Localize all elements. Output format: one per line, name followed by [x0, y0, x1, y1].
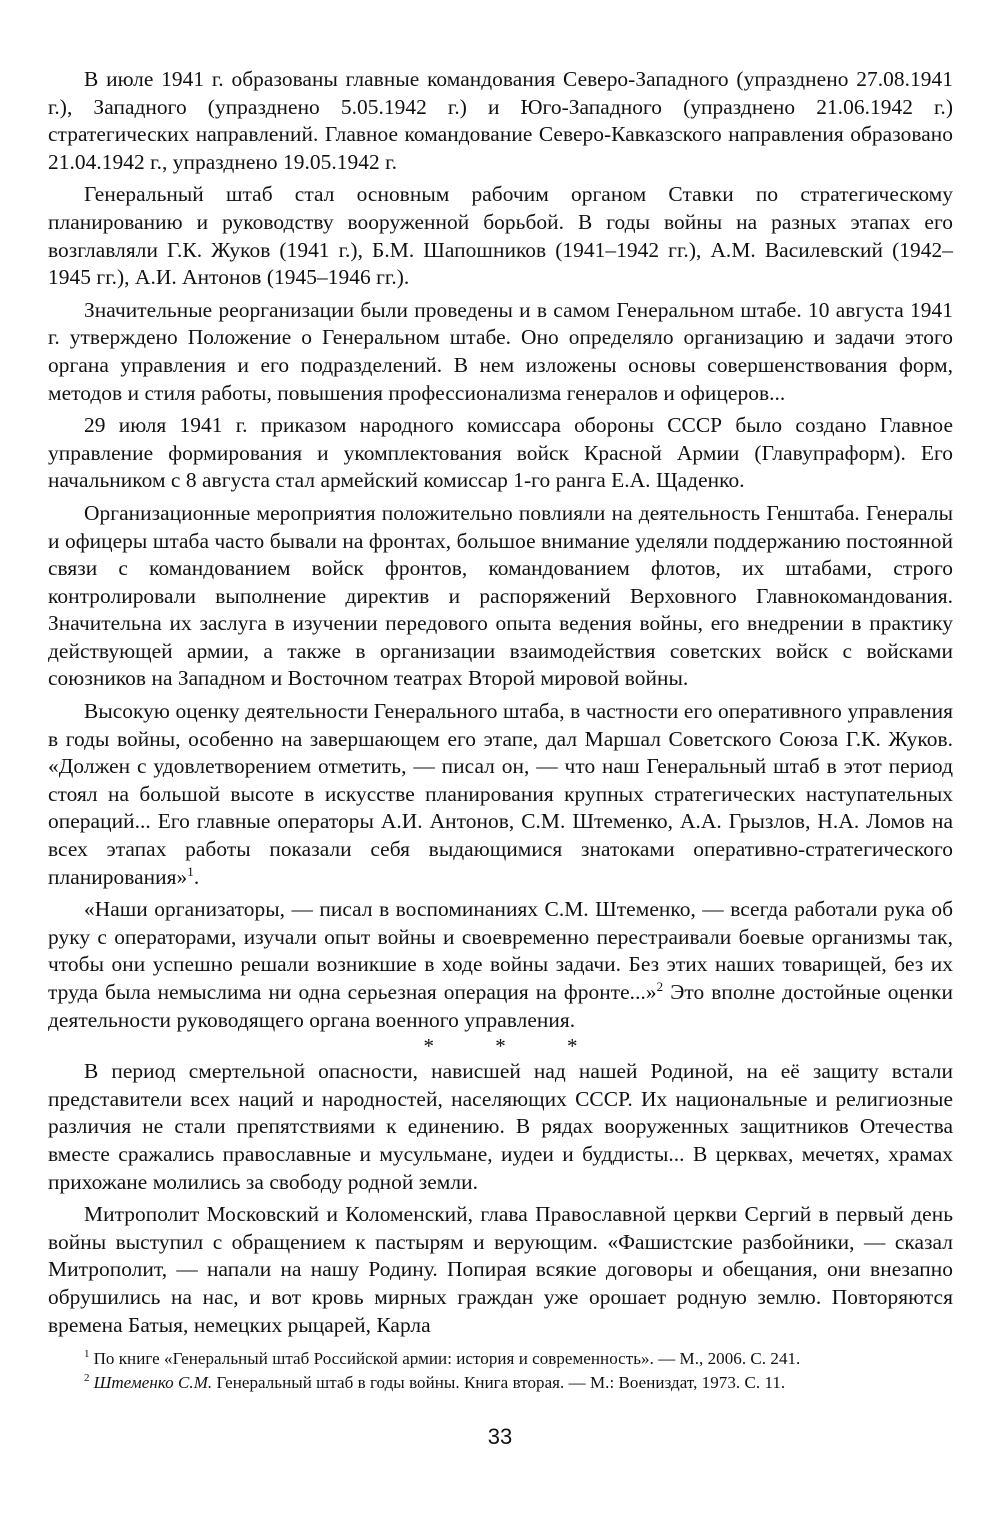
footnote-author: Штеменко С.М. — [93, 1373, 213, 1393]
paragraph-7-text: «Наши организаторы, — писал в воспоминаниях С.М. Штеменко, — всегда работали рука об руку с операторами, изучали опыт войны и своевременно перестраивали боевые организмы так, чтобы они успешно решали возникшие в ходе войны задачи. Без этих наших товарищей, без их труда была немыслима ни одна серьезная операция на фронте...» — [48, 897, 953, 1004]
footnote-ref-1[interactable]: 1 — [187, 863, 194, 879]
footnote-text: По книге «Генеральный штаб Российской армии: история и современность». — М., 2006. С. 241. — [93, 1349, 801, 1369]
paragraph-3: Значительные реорганизации были проведены и в самом Генеральном штабе. 10 августа 1941 г. утверждено Положение о Генеральном штабе. Оно определяло организацию и задачи этого органа управления и его подразделений. В нем изложены основы совершенствования форм, методов и стиля работы, повышения профессионализма генералов и офицеров... — [48, 297, 953, 405]
footnote-2 — [48, 1371, 953, 1395]
paragraph-6: Высокую оценку деятельности Генерального штаба, в частности его оперативного управления в годы войны, особенно на завершающем его этапе, дал Маршал Советского Союза Г.К. Жуков. «Должен с удовлетворением отметить, — писал он, — что наш Генеральный штаб в этот период стоял на большой высоте в искусстве планирования крупных стратегических наступательных операций... Его главные операторы А.И. Антонов, С.М. Штеменко, А.А. Грызлов, Н.А. Ломов на всех этапах работы показали себя выдающимися знатоками оперативно-стратегического планирования»$^1$. — [48, 699, 953, 889]
paragraph-7 — [48, 896, 953, 1034]
page-body — [48, 66, 953, 1395]
footnote-number: 1 — [84, 1348, 90, 1361]
paragraph-2: Генеральный штаб стал основным рабочим органом Ставки по стратегическому планированию и руководству вооруженной борьбой. В годы войны на разных этапах его возглавляли Г.К. Жуков (1941 г.), Б.М. Шапошников (1941–1942 гг.), А.М. Василевский (1942–1945 гг.), А.И. Антонов (1945–1946 гг.). — [48, 182, 953, 290]
footnote-ref-2[interactable]: 2 — [656, 978, 664, 994]
paragraph-1: В июле 1941 г. образованы главные командования Северо-Западного (упразднено 27.08.1941 г.), Западного (упразднено 5.05.1942 г.) и Юго-Западного (упразднено 21.06.1942 г.) стратегических направлений. Главное командование Северо-Кавказского направления образовано 21.04.1942 г., упразднено 19.05.1942 г. — [48, 67, 953, 174]
paragraph-9: Митрополит Московский и Коломенский, глава Православной церкви Сергий в первый день войны выступил с обращением к пастырям и верующим. «Фашистские разбойники, — сказал Митрополит, — напали на нашу Родину. Попирая всякие договоры и обещания, они внезапно обрушились на нас, и вот кровь мирных граждан уже орошает родную землю. Повторяются времена Батыя, немецких рыцарей, Карла — [48, 1202, 953, 1337]
paragraph-4: 29 июля 1941 г. приказом народного комиссара обороны СССР было создано Главное управление формирования и укомплектования войск Красной Армии (Главупраформ). Его начальником с 8 августа стал армейский комиссар 1-го ранга Е.А. Щаденко. — [48, 413, 953, 493]
footnote-text: Генеральный штаб в годы войны. Книга вторая. — М.: Воениздат, 1973. С. 11. — [212, 1373, 786, 1393]
paragraph-5: Организационные мероприятия положительно повлияли на деятельность Генштаба. Генералы и офицеры штаба часто бывали на фронтах, большое внимание уделяли поддержанию постоянной связи с командованием войск фронтов, командованием флотов, их штабами, строго контролировали выполнение директив и распоряжений Верховного Главнокомандования. Значительна их заслуга в изучении передового опыта ведения войны, его внедрении в практику действующей армии, а также в организации взаимодействия советских войск с войсками союзников на Западном и Восточном театрах Второй мировой войны. — [48, 500, 953, 691]
page-number: 33 — [487, 1424, 513, 1449]
footnotes — [48, 1347, 953, 1395]
footnote-1 — [48, 1347, 953, 1371]
paragraph-6-text: Высокую оценку деятельности Генерального штаба, в частности его оперативного управления в годы войны, особенно на завершающем его этапе, дал Маршал Советского Союза Г.К. Жуков. «Должен с удовлетворением отметить, — писал он, — что наш Генеральный штаб в этот период стоял на большой высоте в искусстве планирования крупных стратегических наступательных операций... Его главные операторы А.И. Антонов, С.М. Штеменко, А.А. Грызлов, Н.А. Ломов на всех этапах работы показали себя выдающимися знатоками оперативно-стратегического планирования» — [48, 699, 953, 889]
section-separator: * * * — [423, 1034, 606, 1059]
paragraph-8: В период смертельной опасности, нависшей над нашей Родиной, на её защиту встали представители всех наций и народностей, населяющих СССР. Их национальные и религиозные различия не стали препятствиями к единению. В рядах вооруженных защитников Отечества вместе сражались православные и мусульмане, иудеи и буддисты... В церквах, мечетях, храмах прихожане молились за свободу родной земли. — [48, 1059, 953, 1194]
paragraph-7-closing: Это вполне достойные оценки деятельности руководящего органа военного управления. — [48, 980, 953, 1032]
footnote-number: 2 — [84, 1372, 90, 1385]
